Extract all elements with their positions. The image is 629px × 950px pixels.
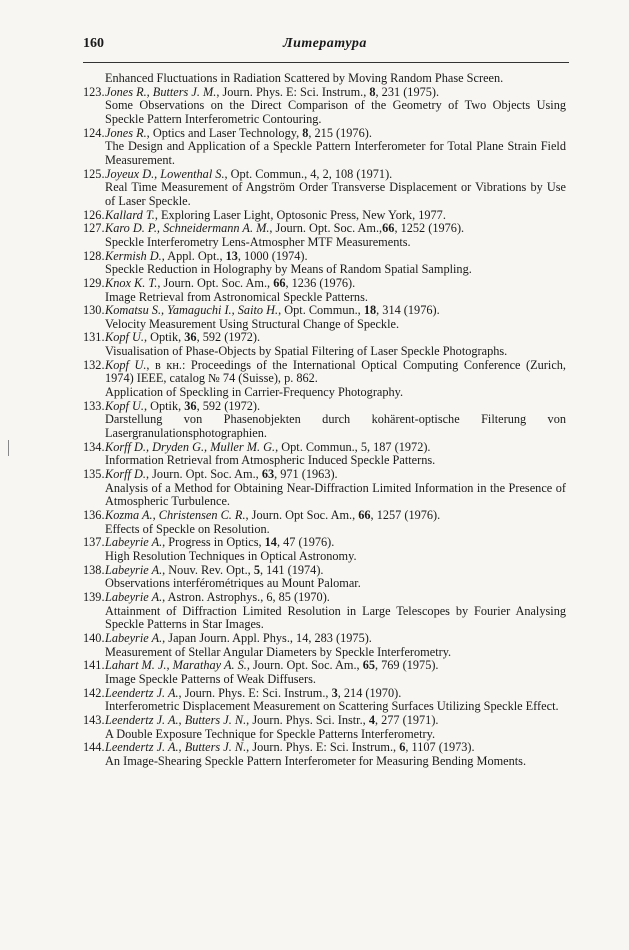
reference-number: 136.: [83, 508, 105, 522]
reference-authors: Labeyrie A.: [105, 535, 163, 550]
reference-title: Information Retrieval from Atmospheric Induced Speckle Patterns.: [105, 453, 436, 468]
reference-authors: Lahart M. J., Marathay A. S.: [105, 658, 247, 673]
reference-item: [83, 209, 566, 223]
reference-source: , Journ. Opt. Soc. Am.,: [269, 221, 383, 236]
reference-title: Speckle Interferometry Lens-Atmospher MTF Measurements.: [105, 234, 411, 249]
reference-title: Velocity Measurement Using Structural Change of Speckle.: [105, 316, 400, 331]
reference-item: [83, 222, 566, 249]
reference-source: , Exploring Laser Light, Optosonic Press, New York, 1977.: [154, 207, 446, 222]
reference-item: [83, 509, 566, 536]
references: [83, 86, 566, 769]
reference-authors: Korff D., Dryden G., Muller M. G.: [105, 439, 276, 454]
reference-authors: Labeyrie A.: [105, 630, 163, 645]
continued-title: Enhanced Fluctuations in Radiation Scattered by Moving Random Phase Screen.: [105, 71, 504, 85]
reference-item: [83, 250, 566, 277]
reference-volume: 6: [399, 740, 406, 755]
reference-volume: 65: [362, 658, 375, 673]
reference-volume: 36: [184, 398, 197, 413]
reference-authors: Labeyrie A.: [105, 589, 163, 604]
reference-authors: Jones R., Butters J. M.: [105, 84, 217, 99]
reference-title: Darstellung von Phasenobjekten durch kohärent-optische Filterung von Lasergranulationsphotographien.: [105, 412, 566, 441]
reference-title: Image Speckle Patterns of Weak Diffusers.: [105, 671, 316, 686]
reference-number: 137.: [83, 535, 105, 550]
reference-item: [83, 468, 566, 509]
reference-number: 133.: [83, 398, 105, 413]
reference-title: Interferometric Displacement Measurement on Scattering Surfaces Utilizing Speckle Effect.: [105, 699, 559, 714]
reference-volume: 18: [363, 303, 377, 318]
reference-item: [83, 741, 566, 768]
reference-authors: Kopf U.: [105, 398, 144, 413]
reference-source: , Journ. Phys. E: Sci. Instrum.,: [178, 685, 332, 700]
reference-item: [83, 659, 566, 686]
reference-volume: 36: [184, 330, 197, 345]
reference-volume: 66: [382, 221, 395, 236]
reference-item: [83, 168, 566, 209]
reference-title: Measurement of Stellar Angular Diameters by Speckle Interferometry.: [105, 644, 452, 659]
reference-authors: Jones R.: [105, 125, 147, 140]
reference-source-rest: , 1107 (1973).: [405, 740, 475, 755]
reference-source: , Journ. Opt Soc. Am.,: [245, 508, 359, 522]
reference-number: 143.: [83, 712, 105, 727]
reference-source: , Nouv. Rev. Opt.,: [162, 562, 254, 577]
reference-source-rest: , 971 (1963).: [274, 467, 338, 482]
reference-source: , Journ. Opt. Soc. Am.,: [246, 658, 363, 673]
reference-number: 129.: [83, 275, 105, 290]
reference-number: 132.: [83, 357, 105, 372]
reference-source: , Journ. Phys. E: Sci. Instrum.,: [216, 84, 370, 99]
reference-source: , Journ. Opt. Soc. Am.,: [157, 275, 274, 290]
reference-number: 134.: [83, 439, 105, 454]
reference-number: 123.: [83, 84, 105, 99]
reference-source-rest: , 231 (1975).: [375, 84, 440, 99]
reference-list: [83, 72, 566, 768]
reference-item: [83, 331, 566, 358]
reference-volume: 4: [368, 712, 375, 727]
reference-title: Image Retrieval from Astronomical Speckle Patterns.: [105, 289, 368, 304]
reference-source-rest: , 1236 (1976).: [285, 275, 356, 290]
reference-source: , Opt. Commun., 4, 2, 108 (1971).: [224, 166, 393, 181]
reference-item: [83, 359, 566, 400]
reference-source-rest: , 592 (1972).: [196, 398, 261, 413]
reference-authors: Leendertz J. A.: [105, 685, 179, 700]
reference-source: , Journ. Opt. Soc. Am.,: [146, 467, 262, 482]
reference-number: 139.: [83, 589, 105, 604]
reference-source-rest: , 47 (1976).: [276, 535, 335, 550]
reference-authors: Labeyrie A.: [105, 562, 163, 577]
reference-source: , Progress in Optics,: [162, 535, 265, 550]
reference-title: Analysis of a Method for Obtaining Near-Diffraction Limited Information in the Presence of Atmospheric Turbulence.: [105, 480, 566, 509]
reference-item: [83, 536, 566, 563]
reference-item: [83, 687, 566, 714]
reference-source: , Opt. Commun.,: [278, 303, 364, 318]
reference-title: Speckle Reduction in Holography by Means of Random Spatial Sampling.: [105, 262, 472, 277]
reference-volume: 8: [302, 125, 309, 140]
reference-authors: Kermish D.: [105, 248, 162, 263]
reference-number: 130.: [83, 303, 105, 318]
reference-volume: 8: [369, 84, 376, 99]
reference-authors: Leendertz J. A., Butters J. N.: [105, 712, 247, 727]
reference-source-rest: , 277 (1971).: [374, 712, 439, 727]
reference-item: [83, 400, 566, 441]
reference-item: [83, 632, 566, 659]
reference-source: , Appl. Opt.,: [161, 248, 226, 263]
reference-title: Visualisation of Phase-Objects by Spatial Filtering of Laser Speckle Photographs.: [105, 344, 508, 359]
reference-source-rest: , 769 (1975).: [374, 658, 439, 673]
page-header: [83, 36, 569, 54]
reference-source: , Optik,: [143, 398, 185, 413]
reference-title: Some Observations on the Direct Comparison of the Geometry of Two Objects Using Speckle Pattern Interferometric Contouring.: [105, 98, 566, 126]
reference-title: Attainment of Diffraction Limited Resolution in Large Telescopes by Fourier Analysing Speckle Patterns in Star Images.: [105, 603, 566, 632]
reference-authors: Kozma A., Christensen C. R.: [105, 508, 246, 522]
reference-number: 140.: [83, 630, 105, 645]
reference-source-rest: , 1252 (1976).: [394, 221, 465, 236]
reference-title: Observations interférométriques au Mount Palomar.: [105, 576, 361, 591]
reference-volume: 3: [331, 685, 338, 700]
reference-source: , Optics and Laser Technology,: [146, 125, 303, 140]
reference-number: 135.: [83, 467, 105, 482]
reference-number: 142.: [83, 685, 105, 700]
reference-title: High Resolution Techniques in Optical Astronomy.: [105, 548, 357, 563]
reference-source: , в кн.: Proceedings of the International Optical Computing Conference (Zurich, 1974) IEEE, catalog № 74 (Suisse), p. 862.: [105, 357, 566, 386]
running-title: Литература: [283, 36, 367, 51]
reference-number: 124.: [83, 125, 105, 140]
reference-source: , Optik,: [143, 330, 185, 345]
reference-number: 131.: [83, 330, 105, 345]
reference-source-rest: , 141 (1974).: [259, 562, 324, 577]
reference-item: [83, 591, 566, 632]
reference-volume: 14: [264, 535, 277, 550]
reference-authors: Kopf U.: [105, 357, 147, 372]
continued-reference: [83, 72, 566, 86]
page-number: 160: [83, 36, 104, 51]
reference-source: , Journ. Phys. E: Sci. Instrum.,: [246, 740, 400, 755]
reference-title: The Design and Application of a Speckle Pattern Interferometer for Total Plane Strain Field Measurement.: [105, 139, 566, 167]
reference-authors: Kallard T.: [105, 207, 155, 222]
reference-title: A Double Exposure Technique for Speckle Patterns Interferometry.: [105, 726, 436, 741]
reference-volume: 13: [225, 248, 238, 263]
reference-source: , Opt. Commun., 5, 187 (1972).: [275, 439, 431, 454]
reference-title: Real Time Measurement of Angström Order Transverse Displacement or Vibrations by Use of Laser Speckle.: [105, 180, 566, 208]
reference-title: Application of Speckling in Carrier-Frequency Photography.: [105, 385, 404, 400]
reference-authors: Leendertz J. A., Butters J. N.: [105, 740, 247, 755]
reference-source-rest: , 1000 (1974).: [237, 248, 308, 263]
reference-authors: Kopf U.: [105, 330, 144, 345]
reference-item: [83, 564, 566, 591]
reference-volume: 66: [273, 275, 286, 290]
header-rule: [83, 62, 569, 63]
reference-volume: 5: [253, 562, 260, 577]
reference-number: 138.: [83, 562, 105, 577]
reference-number: 141.: [83, 658, 105, 673]
reference-item: [83, 304, 566, 331]
margin-mark: [8, 440, 9, 456]
reference-authors: Knox K. T.: [105, 275, 158, 290]
reference-source-rest: , 215 (1976).: [308, 125, 372, 140]
reference-source-rest: , 1257 (1976).: [370, 508, 441, 522]
reference-item: [83, 127, 566, 168]
reference-title: An Image-Shearing Speckle Pattern Interferometer for Measuring Bending Moments.: [105, 753, 527, 768]
reference-number: 127.: [83, 221, 105, 236]
reference-source-rest: , 214 (1970).: [337, 685, 402, 700]
reference-volume: 63: [261, 467, 275, 482]
reference-number: 125.: [83, 166, 105, 181]
reference-item: [83, 277, 566, 304]
reference-volume: 66: [358, 508, 371, 522]
reference-number: 126.: [83, 207, 105, 222]
reference-authors: Komatsu S., Yamaguchi I., Saito H.: [105, 303, 279, 318]
reference-authors: Karo D. P., Schneidermann A. M.: [105, 221, 270, 236]
reference-number: 144.: [83, 740, 105, 755]
reference-source: , Journ. Phys. Sci. Instr.,: [246, 712, 369, 727]
reference-item: [83, 714, 566, 741]
reference-source: , Japan Journ. Appl. Phys., 14, 283 (1975).: [162, 630, 372, 645]
reference-source-rest: , 314 (1976).: [376, 303, 440, 318]
reference-authors: Korff D.: [105, 467, 146, 482]
reference-source-rest: , 592 (1972).: [196, 330, 261, 345]
reference-item: [83, 441, 566, 468]
reference-number: 128.: [83, 248, 105, 263]
reference-source: , Astron. Astrophys., 6, 85 (1970).: [162, 589, 330, 604]
reference-title: Effects of Speckle on Resolution.: [105, 521, 270, 536]
reference-authors: Joyeux D., Lowenthal S.: [105, 166, 225, 181]
reference-item: [83, 86, 566, 127]
